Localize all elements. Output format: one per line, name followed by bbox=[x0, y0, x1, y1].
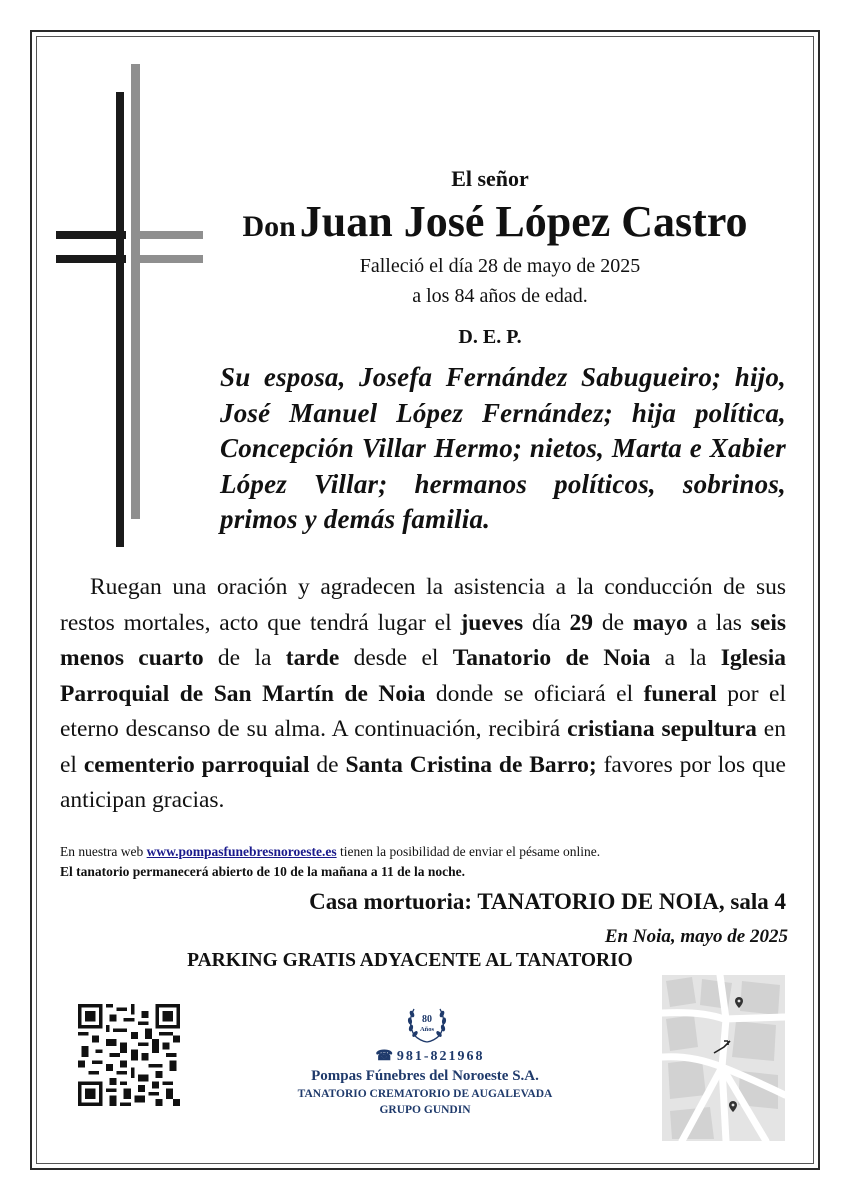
web-prefix: En nuestra web bbox=[60, 844, 147, 859]
bold-span: funeral bbox=[643, 680, 717, 707]
phone-number[interactable] bbox=[330, 1048, 530, 1065]
death-date: Falleció el día 28 de mayo de 2025 bbox=[359, 255, 641, 277]
opening-hours: El tanatorio permanecerá abierto de 10 de la mañana a 11 de la noche. bbox=[60, 864, 465, 879]
place-date: En Noia, mayo de 2025 bbox=[604, 926, 788, 947]
text-span: de bbox=[593, 609, 633, 636]
text-span: a la bbox=[650, 645, 721, 671]
qr-code-icon[interactable] bbox=[76, 1004, 182, 1106]
text-span: por el eterno descanso de su alma. A continuación, recibirá bbox=[60, 680, 786, 742]
badge-number: 80 bbox=[422, 1014, 432, 1025]
full-name: Juan José López Castro bbox=[299, 197, 748, 246]
text-span: a las bbox=[687, 609, 751, 636]
cross-black-horizontal bbox=[56, 231, 126, 239]
anniversary-laurel-icon bbox=[404, 1003, 450, 1045]
company-name: Pompas Fúnebres del Noroeste S.A. bbox=[311, 1068, 539, 1084]
website-link[interactable]: www.pompasfunebresnoroeste.es bbox=[146, 844, 337, 859]
cross-gray-vertical bbox=[131, 64, 140, 519]
casa-mortuoria: Casa mortuoria: TANATORIO DE NOIA, sala 4 bbox=[309, 889, 786, 914]
bold-span: 29 bbox=[569, 609, 594, 636]
web-suffix: tienen la posibilidad de enviar el pésame online. bbox=[336, 844, 601, 859]
bold-span: tarde bbox=[285, 645, 340, 671]
text-span: en el bbox=[60, 716, 786, 778]
text-span: día bbox=[523, 609, 570, 636]
bold-span: mayo bbox=[632, 609, 688, 636]
group-name: GRUPO GUNDIN bbox=[379, 1104, 471, 1116]
bold-span: Tanatorio de Noia bbox=[452, 645, 651, 671]
phone-icon: ☎ bbox=[375, 1049, 393, 1064]
location-map-icon[interactable] bbox=[662, 975, 785, 1141]
title-el-senor: El señor bbox=[451, 166, 529, 191]
bold-span: seis menos cuarto bbox=[60, 609, 786, 671]
cross-gray-horizontal bbox=[131, 231, 203, 239]
deceased-name bbox=[205, 196, 785, 247]
service-paragraph bbox=[60, 570, 786, 819]
text-span: de bbox=[309, 751, 346, 778]
dep-line: D. E. P. bbox=[458, 326, 522, 348]
phone-digits: 981-821968 bbox=[396, 1049, 485, 1064]
parking-notice: PARKING GRATIS ADYACENTE AL TANATORIO bbox=[187, 950, 633, 971]
cross-gray-horizontal-lower bbox=[131, 255, 203, 263]
cross-black-horizontal-lower bbox=[56, 255, 126, 263]
bold-span: cristiana sepultura bbox=[567, 716, 757, 742]
honorific: Don bbox=[242, 210, 296, 243]
text-span: de la bbox=[203, 645, 286, 671]
bold-span: cementerio parroquial bbox=[83, 751, 310, 778]
crematorium-line: TANATORIO CREMATORIO DE AUGALEVADA bbox=[297, 1088, 553, 1100]
text-span: desde el bbox=[339, 645, 453, 671]
text-span: favores por los que anticipan gracias. bbox=[60, 751, 786, 813]
badge-word: Años bbox=[419, 1026, 435, 1033]
text-span: Ruegan una oración y agradecen la asistencia a la conducción de sus restos mortales, acto que tendrá lugar el bbox=[60, 574, 786, 636]
age-line: a los 84 años de edad. bbox=[412, 285, 588, 307]
bold-span: jueves bbox=[460, 609, 524, 636]
web-notice bbox=[60, 844, 800, 860]
cross-black-vertical bbox=[116, 92, 124, 547]
bold-span: Santa Cristina de Barro; bbox=[345, 751, 597, 778]
family-paragraph: Su esposa, Josefa Fernández Sabugueiro; hijo, José Manuel López Fernández; hija política, Concepción Villar Hermo; nietos, Marta e Xabier López Villar; hermanos políticos, sobrinos, primos y demás familia. bbox=[220, 362, 786, 534]
text-span: donde se oficiará el bbox=[425, 680, 644, 707]
bold-span: Iglesia Parroquial de San Martín de Noia bbox=[60, 645, 787, 707]
